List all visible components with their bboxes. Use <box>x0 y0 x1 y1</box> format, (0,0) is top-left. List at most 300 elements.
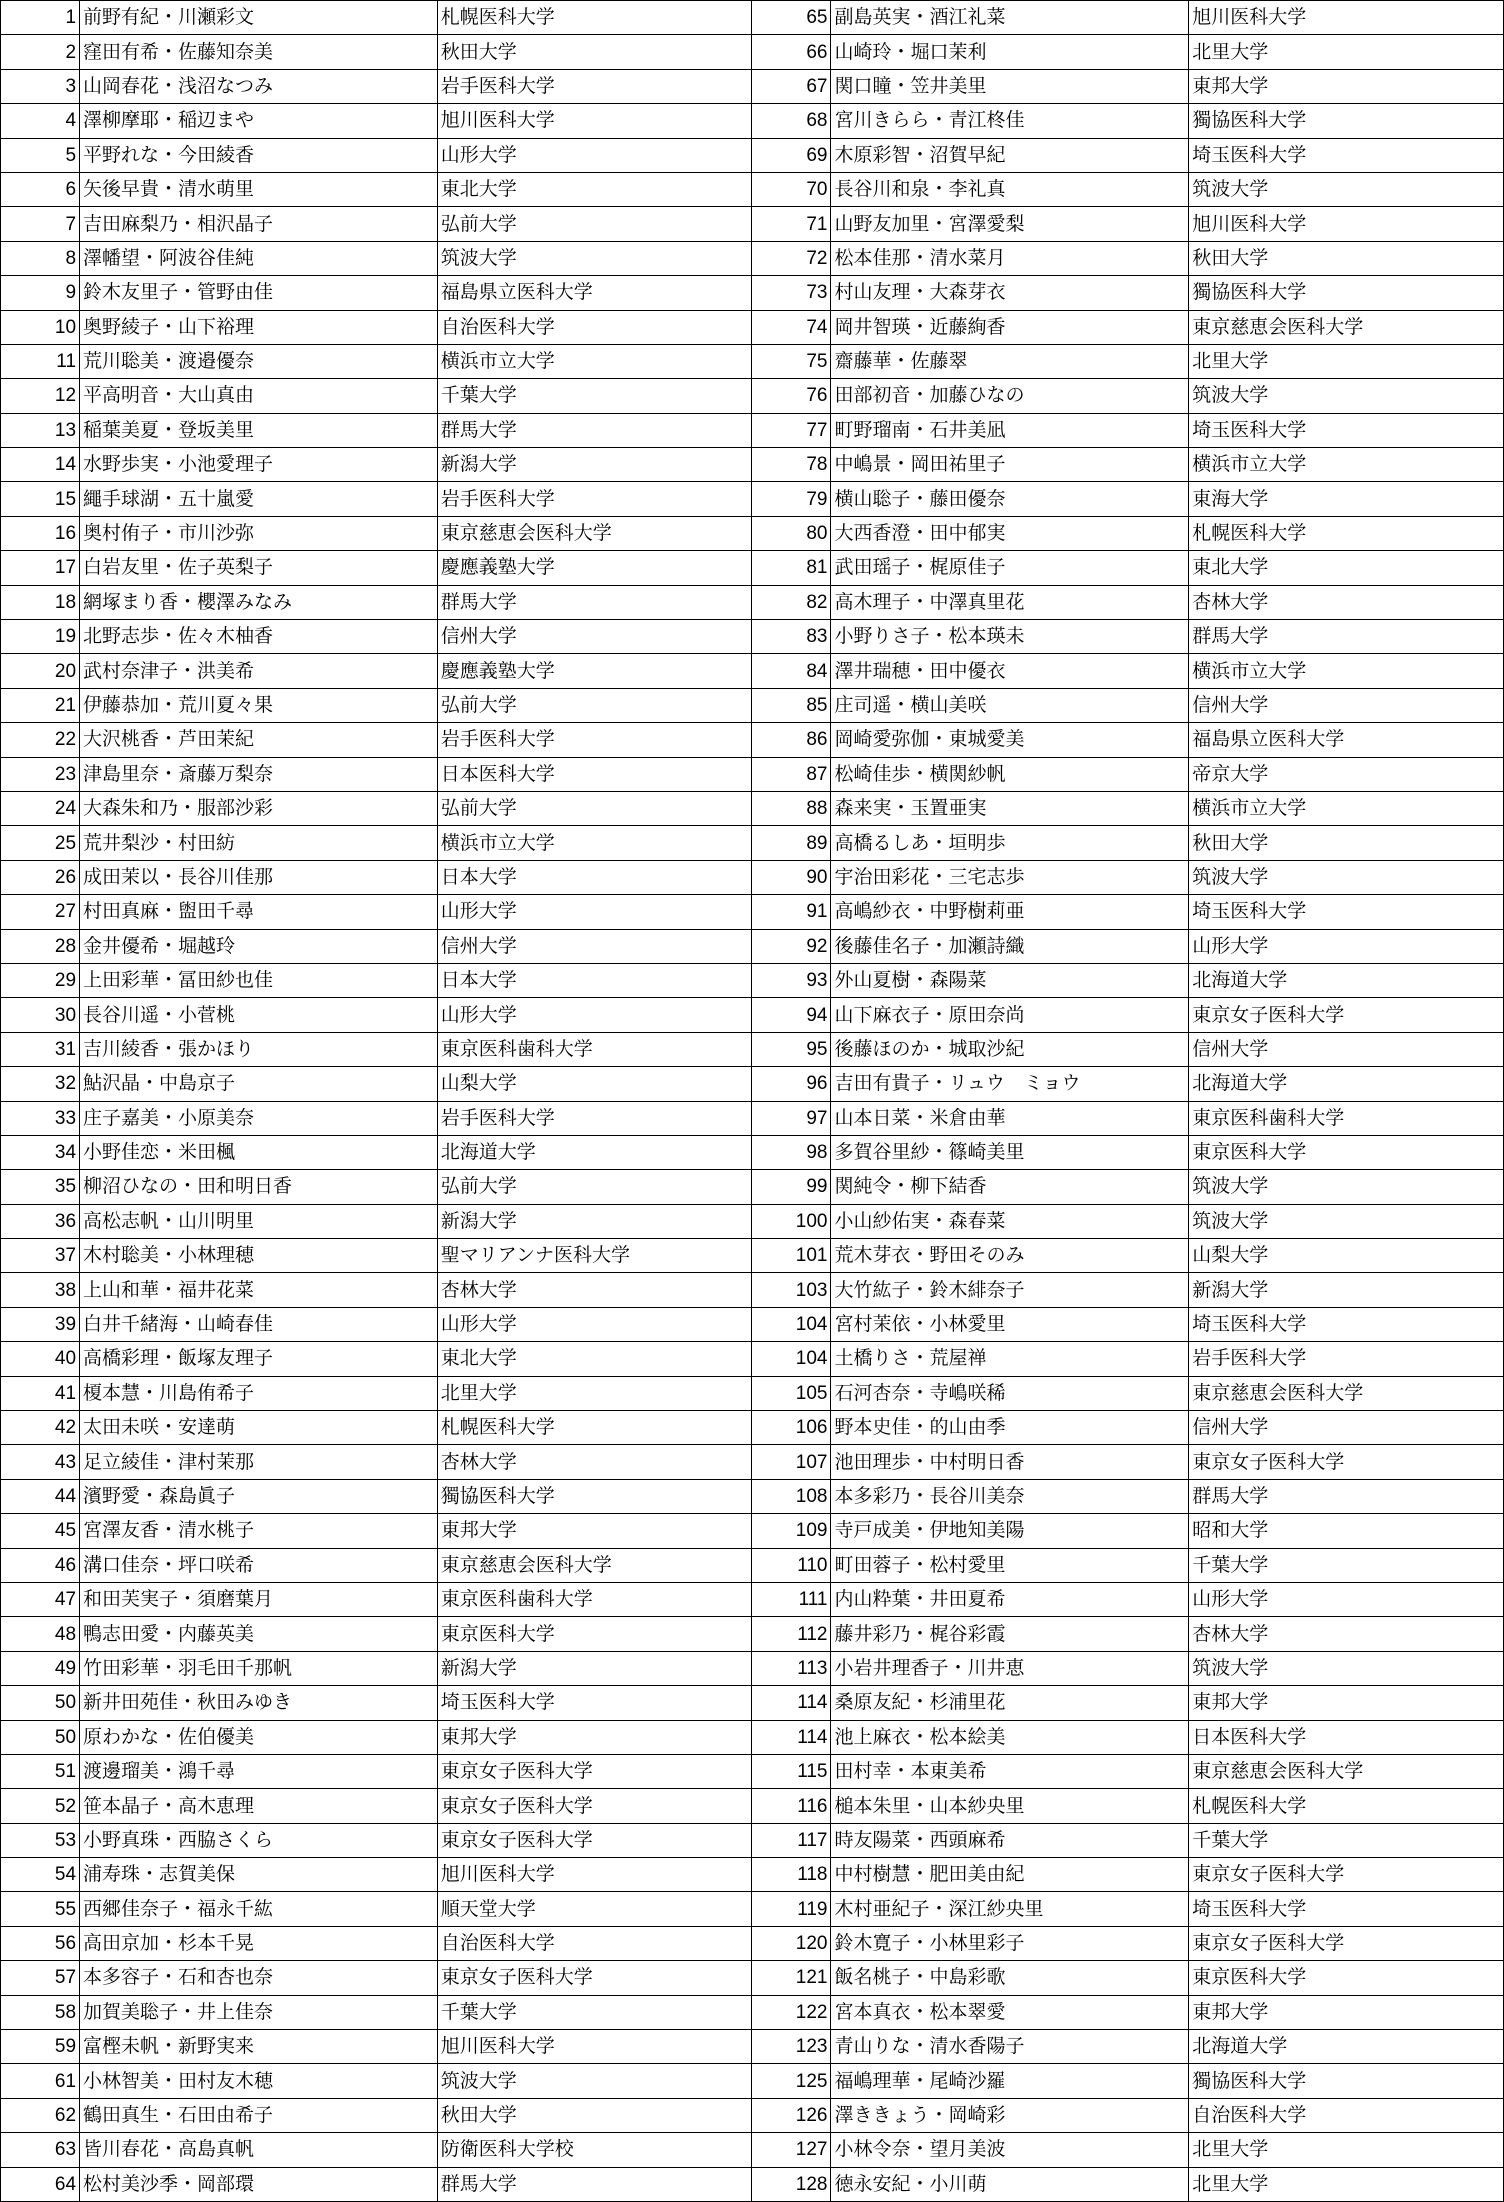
row-number: 92 <box>752 929 831 963</box>
row-university: 札幌医科大学 <box>1189 1789 1504 1823</box>
row-number: 38 <box>1 1273 80 1307</box>
row-university: 秋田大学 <box>1189 826 1504 860</box>
row-university: 埼玉医科大学 <box>1189 138 1504 172</box>
table-row <box>1 1858 1504 1892</box>
row-number: 15 <box>1 482 80 516</box>
row-number: 52 <box>1 1789 80 1823</box>
row-names: 白岩友里・佐子英梨子 <box>80 551 438 585</box>
row-university: 東京医科歯科大学 <box>437 1032 752 1066</box>
row-university: 筑波大学 <box>1189 1170 1504 1204</box>
table-row <box>1 929 1504 963</box>
row-names: 宇治田彩花・三宅志歩 <box>831 860 1189 894</box>
row-names: 大沢桃香・芦田茉紀 <box>80 723 438 757</box>
table-row <box>1 172 1504 206</box>
row-university: 千葉大学 <box>1189 1823 1504 1857</box>
row-university: 横浜市立大学 <box>437 344 752 378</box>
row-names: 庄司遥・横山美咲 <box>831 688 1189 722</box>
row-names: 伊藤恭加・荒川夏々果 <box>80 688 438 722</box>
row-university: 東京女子医科大学 <box>437 1961 752 1995</box>
row-names: 小林令奈・望月美波 <box>831 2133 1189 2167</box>
row-university: 北里大学 <box>437 1376 752 1410</box>
row-number: 34 <box>1 1135 80 1169</box>
row-university: 弘前大学 <box>437 207 752 241</box>
row-number: 97 <box>752 1101 831 1135</box>
row-university: 東邦大学 <box>1189 69 1504 103</box>
row-university: 山形大学 <box>1189 1582 1504 1616</box>
row-university: 旭川医科大学 <box>1189 207 1504 241</box>
row-university: 東京医科大学 <box>1189 1135 1504 1169</box>
row-university: 東京医科大学 <box>1189 1961 1504 1995</box>
table-row <box>1 379 1504 413</box>
row-names: 加賀美聡子・井上佳奈 <box>80 1995 438 2029</box>
row-university: 杏林大学 <box>437 1273 752 1307</box>
row-number: 69 <box>752 138 831 172</box>
row-university: 順天堂大学 <box>437 1892 752 1926</box>
row-number: 95 <box>752 1032 831 1066</box>
row-names: 松本佳那・清水菜月 <box>831 241 1189 275</box>
table-row <box>1 1995 1504 2029</box>
row-names: 松村美沙季・岡部環 <box>80 2167 438 2201</box>
row-university: 北海道大学 <box>1189 963 1504 997</box>
row-number: 76 <box>752 379 831 413</box>
row-university: 信州大学 <box>1189 688 1504 722</box>
row-university: 筑波大学 <box>1189 1204 1504 1238</box>
row-university: 岩手医科大学 <box>437 1101 752 1135</box>
row-names: 高木理子・中澤真里花 <box>831 585 1189 619</box>
row-university: 東京女子医科大学 <box>1189 1858 1504 1892</box>
row-number: 27 <box>1 895 80 929</box>
table-row <box>1 69 1504 103</box>
row-university: 新潟大学 <box>437 1651 752 1685</box>
row-university: 東北大学 <box>437 172 752 206</box>
row-university: 秋田大学 <box>437 35 752 69</box>
row-university: 埼玉医科大学 <box>1189 1892 1504 1926</box>
row-names: 小林智美・田村友木穂 <box>80 2064 438 2098</box>
row-number: 19 <box>1 620 80 654</box>
row-university: 山梨大学 <box>437 1067 752 1101</box>
row-number: 110 <box>752 1548 831 1582</box>
row-names: 後藤ほのか・城取沙紀 <box>831 1032 1189 1066</box>
row-names: 吉田有貴子・リュウ ミョウ <box>831 1067 1189 1101</box>
table-row <box>1 654 1504 688</box>
row-names: 長谷川和泉・李礼真 <box>831 172 1189 206</box>
row-names: 金井優希・堀越玲 <box>80 929 438 963</box>
row-university: 東京女子医科大学 <box>437 1754 752 1788</box>
row-university: 群馬大学 <box>1189 1479 1504 1513</box>
row-names: 上田彩華・冨田紗也佳 <box>80 963 438 997</box>
row-university: 埼玉医科大学 <box>437 1686 752 1720</box>
table-row <box>1 860 1504 894</box>
table-row <box>1 2098 1504 2132</box>
row-university: 獨協医科大学 <box>437 1479 752 1513</box>
row-university: 日本医科大学 <box>1189 1720 1504 1754</box>
table-row <box>1 688 1504 722</box>
row-number: 28 <box>1 929 80 963</box>
row-names: 鴨志田愛・内藤英美 <box>80 1617 438 1651</box>
table-row <box>1 791 1504 825</box>
row-names: 中嶋景・岡田祐里子 <box>831 448 1189 482</box>
table-row <box>1 826 1504 860</box>
row-number: 50 <box>1 1686 80 1720</box>
row-names: 木村聡美・小林理穂 <box>80 1239 438 1273</box>
row-names: 太田未咲・安達萌 <box>80 1411 438 1445</box>
row-names: 平野れな・今田綾香 <box>80 138 438 172</box>
row-university: 横浜市立大学 <box>1189 791 1504 825</box>
row-names: 関口瞳・笠井美里 <box>831 69 1189 103</box>
row-number: 88 <box>752 791 831 825</box>
row-names: 長谷川遥・小菅桃 <box>80 998 438 1032</box>
table-row <box>1 1582 1504 1616</box>
row-number: 123 <box>752 2030 831 2064</box>
table-row <box>1 448 1504 482</box>
row-number: 70 <box>752 172 831 206</box>
table-row <box>1 276 1504 310</box>
table-row <box>1 1926 1504 1960</box>
row-number: 66 <box>752 35 831 69</box>
row-number: 6 <box>1 172 80 206</box>
row-number: 13 <box>1 413 80 447</box>
table-row <box>1 1411 1504 1445</box>
row-number: 96 <box>752 1067 831 1101</box>
row-university: 筑波大学 <box>437 2064 752 2098</box>
table-row <box>1 551 1504 585</box>
row-number: 62 <box>1 2098 80 2132</box>
row-university: 岩手医科大学 <box>1189 1342 1504 1376</box>
row-names: 渡邊瑠美・鴻千尋 <box>80 1754 438 1788</box>
row-names: 和田芙実子・須磨葉月 <box>80 1582 438 1616</box>
row-number: 12 <box>1 379 80 413</box>
row-names: 桑原友紀・杉浦里花 <box>831 1686 1189 1720</box>
row-number: 71 <box>752 207 831 241</box>
row-university: 自治医科大学 <box>437 1926 752 1960</box>
row-names: 土橋りさ・荒屋禅 <box>831 1342 1189 1376</box>
table-row <box>1 482 1504 516</box>
row-university: 旭川医科大学 <box>437 2030 752 2064</box>
row-names: 笹本晶子・高木恵理 <box>80 1789 438 1823</box>
row-names: 網塚まり香・櫻澤みなみ <box>80 585 438 619</box>
row-number: 125 <box>752 2064 831 2098</box>
row-names: 町野瑠南・石井美凪 <box>831 413 1189 447</box>
row-university: 東京慈恵会医科大学 <box>1189 310 1504 344</box>
row-university: 筑波大学 <box>437 241 752 275</box>
row-names: 澤ききょう・岡崎彩 <box>831 2098 1189 2132</box>
row-names: 窪田有希・佐藤知奈美 <box>80 35 438 69</box>
row-number: 86 <box>752 723 831 757</box>
table-row <box>1 2030 1504 2064</box>
row-number: 49 <box>1 1651 80 1685</box>
row-names: 宮村茉依・小林愛里 <box>831 1307 1189 1341</box>
row-number: 50 <box>1 1720 80 1754</box>
row-names: 飯名桃子・中島彩歌 <box>831 1961 1189 1995</box>
row-number: 9 <box>1 276 80 310</box>
row-names: 平高明音・大山真由 <box>80 379 438 413</box>
table-row <box>1 895 1504 929</box>
row-number: 64 <box>1 2167 80 2201</box>
row-university: 札幌医科大学 <box>437 1 752 35</box>
row-number: 104 <box>752 1342 831 1376</box>
row-university: 杏林大学 <box>1189 1617 1504 1651</box>
table-row <box>1 585 1504 619</box>
table-row <box>1 138 1504 172</box>
row-university: 札幌医科大学 <box>437 1411 752 1445</box>
row-number: 113 <box>752 1651 831 1685</box>
table-row <box>1 1307 1504 1341</box>
row-number: 73 <box>752 276 831 310</box>
row-names: 大西香澄・田中郁実 <box>831 516 1189 550</box>
row-university: 群馬大学 <box>437 585 752 619</box>
row-university: 旭川医科大学 <box>1189 1 1504 35</box>
row-university: 山形大学 <box>1189 929 1504 963</box>
row-university: 秋田大学 <box>1189 241 1504 275</box>
row-names: 北野志歩・佐々木柚香 <box>80 620 438 654</box>
row-number: 107 <box>752 1445 831 1479</box>
row-names: 小野真珠・西脇さくら <box>80 1823 438 1857</box>
row-university: 防衛医科大学校 <box>437 2133 752 2167</box>
row-university: 東京慈恵会医科大学 <box>1189 1376 1504 1410</box>
row-university: 新潟大学 <box>1189 1273 1504 1307</box>
row-number: 1 <box>1 1 80 35</box>
row-university: 福島県立医科大学 <box>1189 723 1504 757</box>
row-university: 東京医科大学 <box>437 1617 752 1651</box>
row-university: 筑波大学 <box>1189 860 1504 894</box>
row-names: 徳永安紀・小川萌 <box>831 2167 1189 2201</box>
table-row <box>1 2064 1504 2098</box>
row-number: 128 <box>752 2167 831 2201</box>
row-number: 90 <box>752 860 831 894</box>
row-number: 112 <box>752 1617 831 1651</box>
row-university: 北海道大学 <box>1189 1067 1504 1101</box>
row-number: 87 <box>752 757 831 791</box>
table-row <box>1 1823 1504 1857</box>
row-names: 鈴木友里子・管野由佳 <box>80 276 438 310</box>
row-number: 99 <box>752 1170 831 1204</box>
table-row <box>1 35 1504 69</box>
row-number: 47 <box>1 1582 80 1616</box>
table-row <box>1 207 1504 241</box>
row-university: 東京女子医科大学 <box>1189 1445 1504 1479</box>
table-row <box>1 1376 1504 1410</box>
row-names: 奥野綾子・山下裕理 <box>80 310 438 344</box>
table-row <box>1 1651 1504 1685</box>
row-university: 千葉大学 <box>437 379 752 413</box>
table-row <box>1 1032 1504 1066</box>
row-names: 寺戸成美・伊地知美陽 <box>831 1514 1189 1548</box>
table-row <box>1 1686 1504 1720</box>
row-names: 荒井梨沙・村田紡 <box>80 826 438 860</box>
row-names: 小野りさ子・松本瑛未 <box>831 620 1189 654</box>
row-names: 岡井智瑛・近藤絢香 <box>831 310 1189 344</box>
row-number: 58 <box>1 1995 80 2029</box>
row-university: 信州大学 <box>437 620 752 654</box>
row-names: 青山りな・清水香陽子 <box>831 2030 1189 2064</box>
row-number: 55 <box>1 1892 80 1926</box>
row-university: 獨協医科大学 <box>1189 2064 1504 2098</box>
row-university: 聖マリアンナ医科大学 <box>437 1239 752 1273</box>
table-row <box>1 1239 1504 1273</box>
row-names: 小山紗佑実・森春菜 <box>831 1204 1189 1238</box>
row-university: 群馬大学 <box>437 2167 752 2201</box>
row-university: 福島県立医科大学 <box>437 276 752 310</box>
row-number: 120 <box>752 1926 831 1960</box>
row-names: 時友陽菜・西頭麻希 <box>831 1823 1189 1857</box>
row-names: 鮎沢晶・中島京子 <box>80 1067 438 1101</box>
row-number: 4 <box>1 104 80 138</box>
row-names: 多賀谷里紗・篠崎美里 <box>831 1135 1189 1169</box>
row-university: 東京女子医科大学 <box>1189 1926 1504 1960</box>
table-row <box>1 1479 1504 1513</box>
row-names: 内山粋葉・井田夏希 <box>831 1582 1189 1616</box>
row-number: 114 <box>752 1720 831 1754</box>
table-row <box>1 310 1504 344</box>
row-university: 筑波大学 <box>1189 379 1504 413</box>
row-names: 外山夏樹・森陽菜 <box>831 963 1189 997</box>
row-university: 横浜市立大学 <box>437 826 752 860</box>
row-number: 36 <box>1 1204 80 1238</box>
table-row <box>1 1273 1504 1307</box>
row-names: 柳沼ひなの・田和明日香 <box>80 1170 438 1204</box>
row-names: 小野佳恋・米田楓 <box>80 1135 438 1169</box>
row-names: 石河杏奈・寺嶋咲稀 <box>831 1376 1189 1410</box>
row-number: 35 <box>1 1170 80 1204</box>
row-names: 武田瑶子・梶原佳子 <box>831 551 1189 585</box>
row-university: 山形大学 <box>437 998 752 1032</box>
row-number: 18 <box>1 585 80 619</box>
row-university: 東京慈恵会医科大学 <box>437 1548 752 1582</box>
row-university: 信州大学 <box>1189 1411 1504 1445</box>
row-university: 北里大学 <box>1189 35 1504 69</box>
row-number: 53 <box>1 1823 80 1857</box>
row-number: 116 <box>752 1789 831 1823</box>
row-university: 帝京大学 <box>1189 757 1504 791</box>
row-names: 成田茉以・長谷川佳那 <box>80 860 438 894</box>
row-number: 40 <box>1 1342 80 1376</box>
row-university: 東京女子医科大学 <box>437 1823 752 1857</box>
row-university: 千葉大学 <box>437 1995 752 2029</box>
row-names: 本多容子・石和杏也奈 <box>80 1961 438 1995</box>
row-number: 109 <box>752 1514 831 1548</box>
table-row <box>1 1204 1504 1238</box>
row-number: 59 <box>1 2030 80 2064</box>
row-names: 澤幡望・阿波谷佳純 <box>80 241 438 275</box>
table-row <box>1 1754 1504 1788</box>
row-number: 89 <box>752 826 831 860</box>
row-number: 126 <box>752 2098 831 2132</box>
row-university: 獨協医科大学 <box>1189 104 1504 138</box>
row-number: 115 <box>752 1754 831 1788</box>
table-row <box>1 1514 1504 1548</box>
row-university: 岩手医科大学 <box>437 482 752 516</box>
row-university: 群馬大学 <box>1189 620 1504 654</box>
row-names: 小岩井理香子・川井恵 <box>831 1651 1189 1685</box>
table-row <box>1 998 1504 1032</box>
row-number: 45 <box>1 1514 80 1548</box>
row-university: 昭和大学 <box>1189 1514 1504 1548</box>
row-names: 大森朱和乃・服部沙彩 <box>80 791 438 825</box>
row-university: 山形大学 <box>437 1307 752 1341</box>
row-number: 74 <box>752 310 831 344</box>
row-names: 松崎佳歩・横関紗帆 <box>831 757 1189 791</box>
row-university: 弘前大学 <box>437 688 752 722</box>
table-row <box>1 1617 1504 1651</box>
row-names: 新井田苑佳・秋田みゆき <box>80 1686 438 1720</box>
row-names: 溝口佳奈・坪口咲希 <box>80 1548 438 1582</box>
row-university: 東京医科歯科大学 <box>437 1582 752 1616</box>
row-university: 東邦大学 <box>1189 1995 1504 2029</box>
row-university: 群馬大学 <box>437 413 752 447</box>
row-names: 宮川きらら・青江柊佳 <box>831 104 1189 138</box>
row-names: 吉田麻梨乃・相沢晶子 <box>80 207 438 241</box>
row-number: 104 <box>752 1307 831 1341</box>
row-university: 岩手医科大学 <box>437 69 752 103</box>
row-names: 木原彩智・沼賀早紀 <box>831 138 1189 172</box>
row-names: 森来実・玉置亜実 <box>831 791 1189 825</box>
row-university: 北海道大学 <box>1189 2030 1504 2064</box>
row-university: 北海道大学 <box>437 1135 752 1169</box>
row-number: 48 <box>1 1617 80 1651</box>
row-number: 56 <box>1 1926 80 1960</box>
row-university: 東京女子医科大学 <box>1189 998 1504 1032</box>
row-names: 上山和華・福井花菜 <box>80 1273 438 1307</box>
row-university: 北里大学 <box>1189 344 1504 378</box>
table-row <box>1 723 1504 757</box>
row-names: 関純令・柳下結香 <box>831 1170 1189 1204</box>
table-row <box>1 1170 1504 1204</box>
row-number: 79 <box>752 482 831 516</box>
row-number: 118 <box>752 1858 831 1892</box>
row-university: 杏林大学 <box>1189 585 1504 619</box>
row-number: 20 <box>1 654 80 688</box>
row-names: 藤井彩乃・梶谷彩霞 <box>831 1617 1189 1651</box>
row-university: 慶應義塾大学 <box>437 654 752 688</box>
row-university: 弘前大学 <box>437 791 752 825</box>
row-names: 富樫未帆・新野実来 <box>80 2030 438 2064</box>
row-names: 高橋るしあ・垣明歩 <box>831 826 1189 860</box>
row-university: 自治医科大学 <box>1189 2098 1504 2132</box>
row-number: 16 <box>1 516 80 550</box>
row-university: 横浜市立大学 <box>1189 448 1504 482</box>
row-university: 筑波大学 <box>1189 1651 1504 1685</box>
row-number: 83 <box>752 620 831 654</box>
row-university: 東邦大学 <box>437 1514 752 1548</box>
row-number: 94 <box>752 998 831 1032</box>
row-university: 札幌医科大学 <box>1189 516 1504 550</box>
row-number: 82 <box>752 585 831 619</box>
row-number: 23 <box>1 757 80 791</box>
row-names: 宮本真衣・松本翠愛 <box>831 1995 1189 2029</box>
row-names: 繩手球湖・五十嵐愛 <box>80 482 438 516</box>
row-names: 浦寿珠・志賀美保 <box>80 1858 438 1892</box>
table-row <box>1 1342 1504 1376</box>
row-names: 原わかな・佐伯優美 <box>80 1720 438 1754</box>
row-number: 78 <box>752 448 831 482</box>
row-number: 25 <box>1 826 80 860</box>
row-number: 72 <box>752 241 831 275</box>
row-university: 北里大学 <box>1189 2167 1504 2201</box>
table-row <box>1 241 1504 275</box>
table-row <box>1 620 1504 654</box>
row-names: 鶴田真生・石田由希子 <box>80 2098 438 2132</box>
table-row <box>1 1135 1504 1169</box>
row-university: 東京女子医科大学 <box>437 1789 752 1823</box>
row-names: 高嶋紗衣・中野樹莉亜 <box>831 895 1189 929</box>
row-university: 東邦大学 <box>1189 1686 1504 1720</box>
row-names: 後藤佳名子・加瀬詩織 <box>831 929 1189 963</box>
row-number: 8 <box>1 241 80 275</box>
row-number: 84 <box>752 654 831 688</box>
row-number: 106 <box>752 1411 831 1445</box>
row-university: 日本大学 <box>437 860 752 894</box>
row-university: 埼玉医科大学 <box>1189 895 1504 929</box>
